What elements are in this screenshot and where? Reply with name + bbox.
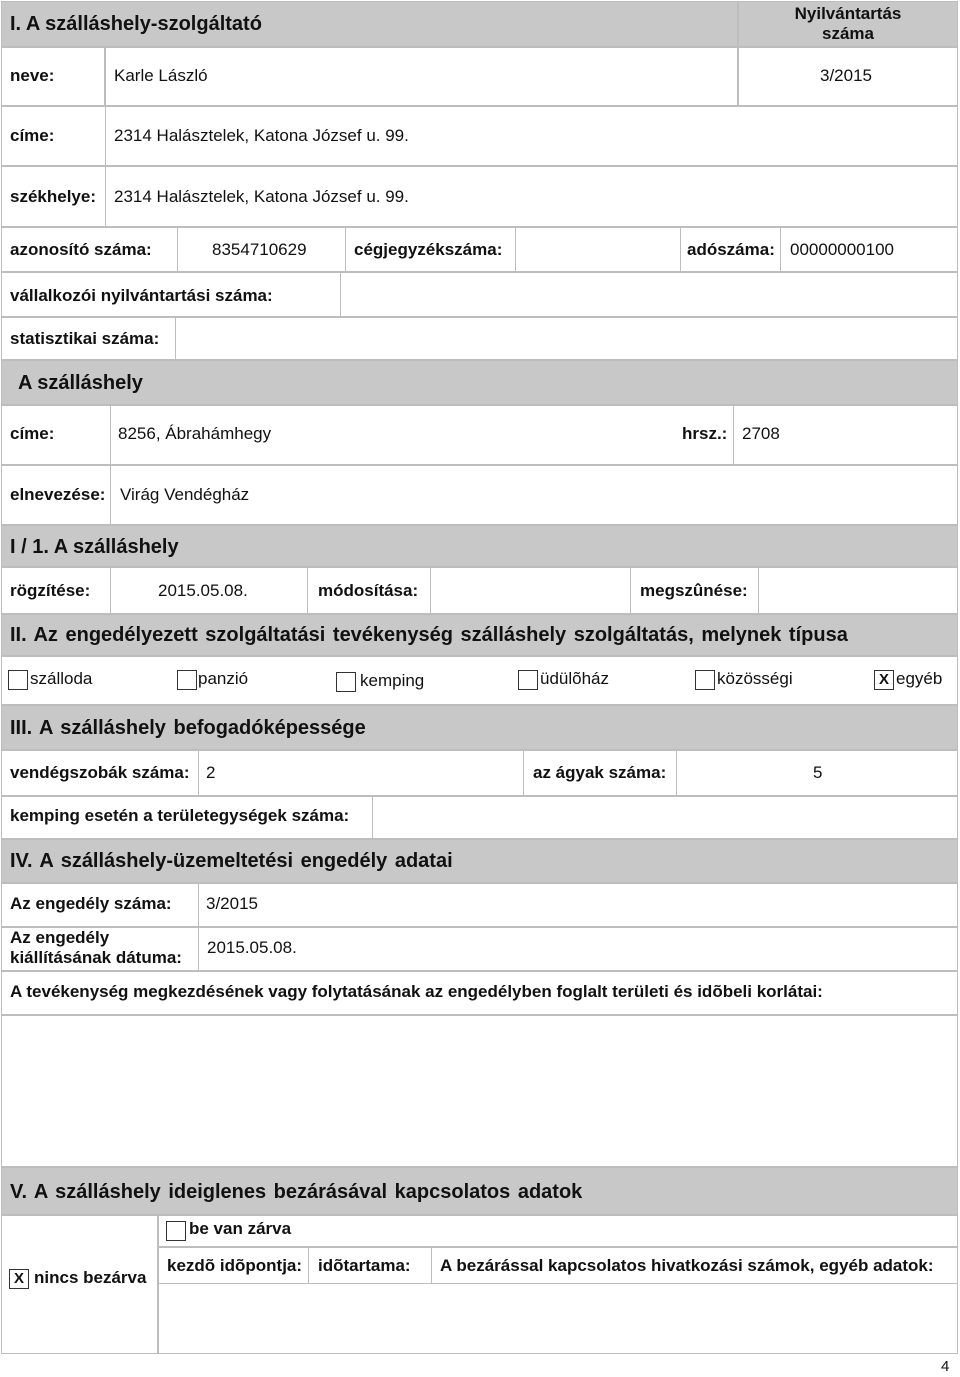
type-checkbox-kozossegi[interactable] [695,670,715,690]
type-label-kemping: kemping [360,671,425,690]
type-label-egyeb: egyéb [896,669,943,688]
accommodation-header [1,360,958,405]
beds-label: az ágyak száma: [533,763,667,782]
tax-label: adószáma: [687,240,775,259]
recorded-value: 2015.05.08. [158,581,248,600]
type-label-kozossegi: közösségi [717,669,793,688]
id-divider-4 [680,227,681,272]
type-row [1,656,958,705]
closed-label: be van zárva [189,1219,292,1238]
camping-divider [372,796,373,839]
issue-date-label-2: kiállításának dátuma: [10,948,182,967]
closure-refs-label: A bezárással kapcsolatos hivatkozási számok, egyéb adatok: [440,1256,934,1275]
entrepreneur-divider [340,272,341,317]
entrepreneur-label: vállalkozói nyilvántartási száma: [10,286,273,305]
address-divider [105,106,106,166]
permit-no-value: 3/2015 [206,894,258,913]
id-divider-2 [345,227,346,272]
section5-title: V. A szálláshely ideiglenes bezárásával kapcsolatos adatok [10,1181,583,1203]
type-checkbox-szalloda[interactable] [8,670,28,690]
type-label-panzio: panzió [198,669,249,688]
registry-header-line1: Nyilvántartás [794,4,902,23]
accommodation-name-label: elnevezése: [10,485,106,504]
permit-no-divider [198,883,199,927]
accommodation-address-value: 8256, Ábrahámhegy [118,424,272,443]
accommodation-address-label: címe: [10,424,55,443]
camping-label: kemping esetén a területegységek száma: [10,806,350,825]
section2-title: II. Az engedélyezett szolgáltatási tevékenység szálláshely szolgáltatás, melynek típusa [10,624,848,646]
section1-1-title: I / 1. A szálláshely [10,536,179,558]
s11-divider-5 [758,567,759,614]
recorded-label: rögzítése: [10,581,91,600]
type-checkbox-egyeb[interactable]: X [874,670,894,690]
hrsz-label: hrsz.: [682,424,728,443]
s11-divider-2 [307,567,308,614]
id-label: azonosító száma: [10,240,152,259]
issue-date-label-1: Az engedély [10,928,110,947]
closed-checkbox[interactable] [166,1221,186,1241]
seat-divider [105,166,106,227]
type-label-szalloda: szálloda [30,669,93,688]
type-label-udulohaz: üdülõház [540,669,610,688]
closure-start-label: kezdõ idõpontja: [167,1256,303,1275]
id-divider-5 [780,227,781,272]
id-value: 8354710629 [212,240,307,259]
restrictions-label: A tevékenység megkezdésének vagy folytatásának az engedélyben foglalt területi és idõbeli korlátai: [10,982,823,1001]
type-checkbox-udulohaz[interactable] [518,670,538,690]
type-checkbox-kemping[interactable] [336,672,356,692]
id-divider-3 [515,227,516,272]
beds-value: 5 [813,763,823,782]
capacity-divider-2 [523,750,524,796]
page-number: 4 [941,1358,950,1375]
name-label: neve: [10,66,55,85]
restrictions-value-area [1,1015,958,1167]
seat-value: 2314 Halásztelek, Katona József u. 99. [114,187,409,206]
capacity-divider-3 [676,750,677,796]
address-value: 2314 Halásztelek, Katona József u. 99. [114,126,409,145]
registry-header-line2: száma [822,24,874,43]
rooms-value: 2 [206,763,216,782]
stat-label: statisztikai száma: [10,329,160,348]
company-reg-label: cégjegyzékszáma: [354,240,503,259]
issue-date-value: 2015.05.08. [207,938,297,957]
accommodation-name-value: Virág Vendégház [120,485,250,504]
not-closed-checkbox[interactable]: X [9,1269,29,1289]
s11-divider-1 [110,567,111,614]
accommodation-title: A szálláshely [18,372,143,394]
closure-values-row [158,1284,958,1354]
section3-title: III. A szálláshely befogadóképessége [10,717,366,739]
seat-label: székhelye: [10,187,96,206]
closure-duration-label: idõtartama: [318,1256,411,1275]
issue-date-divider [198,927,199,971]
id-divider-1 [177,227,178,272]
section4-title: IV. A szálláshely-üzemeltetési engedély adatai [10,850,453,872]
section1-title: I. A szálláshely-szolgáltató [10,13,262,35]
acc-address-divider-2 [733,405,734,465]
permit-no-label: Az engedély száma: [10,894,172,913]
stat-divider [175,317,176,360]
acc-name-divider [110,465,111,525]
section1-1-row [1,567,958,614]
s11-divider-4 [630,567,631,614]
type-checkbox-panzio[interactable] [177,670,197,690]
rooms-label: vendégszobák száma: [10,763,190,782]
hrsz-value: 2708 [742,424,780,443]
ended-label: megszûnése: [640,581,748,600]
s11-divider-3 [430,567,431,614]
not-closed-label: nincs bezárva [34,1268,147,1287]
acc-address-divider-1 [110,405,111,465]
capacity-divider-1 [198,750,199,796]
registry-number-value: 3/2015 [820,66,872,85]
tax-value: 00000000100 [790,240,895,259]
modified-label: módosítása: [318,581,419,600]
address-label: címe: [10,126,55,145]
name-value: Karle László [114,66,208,85]
